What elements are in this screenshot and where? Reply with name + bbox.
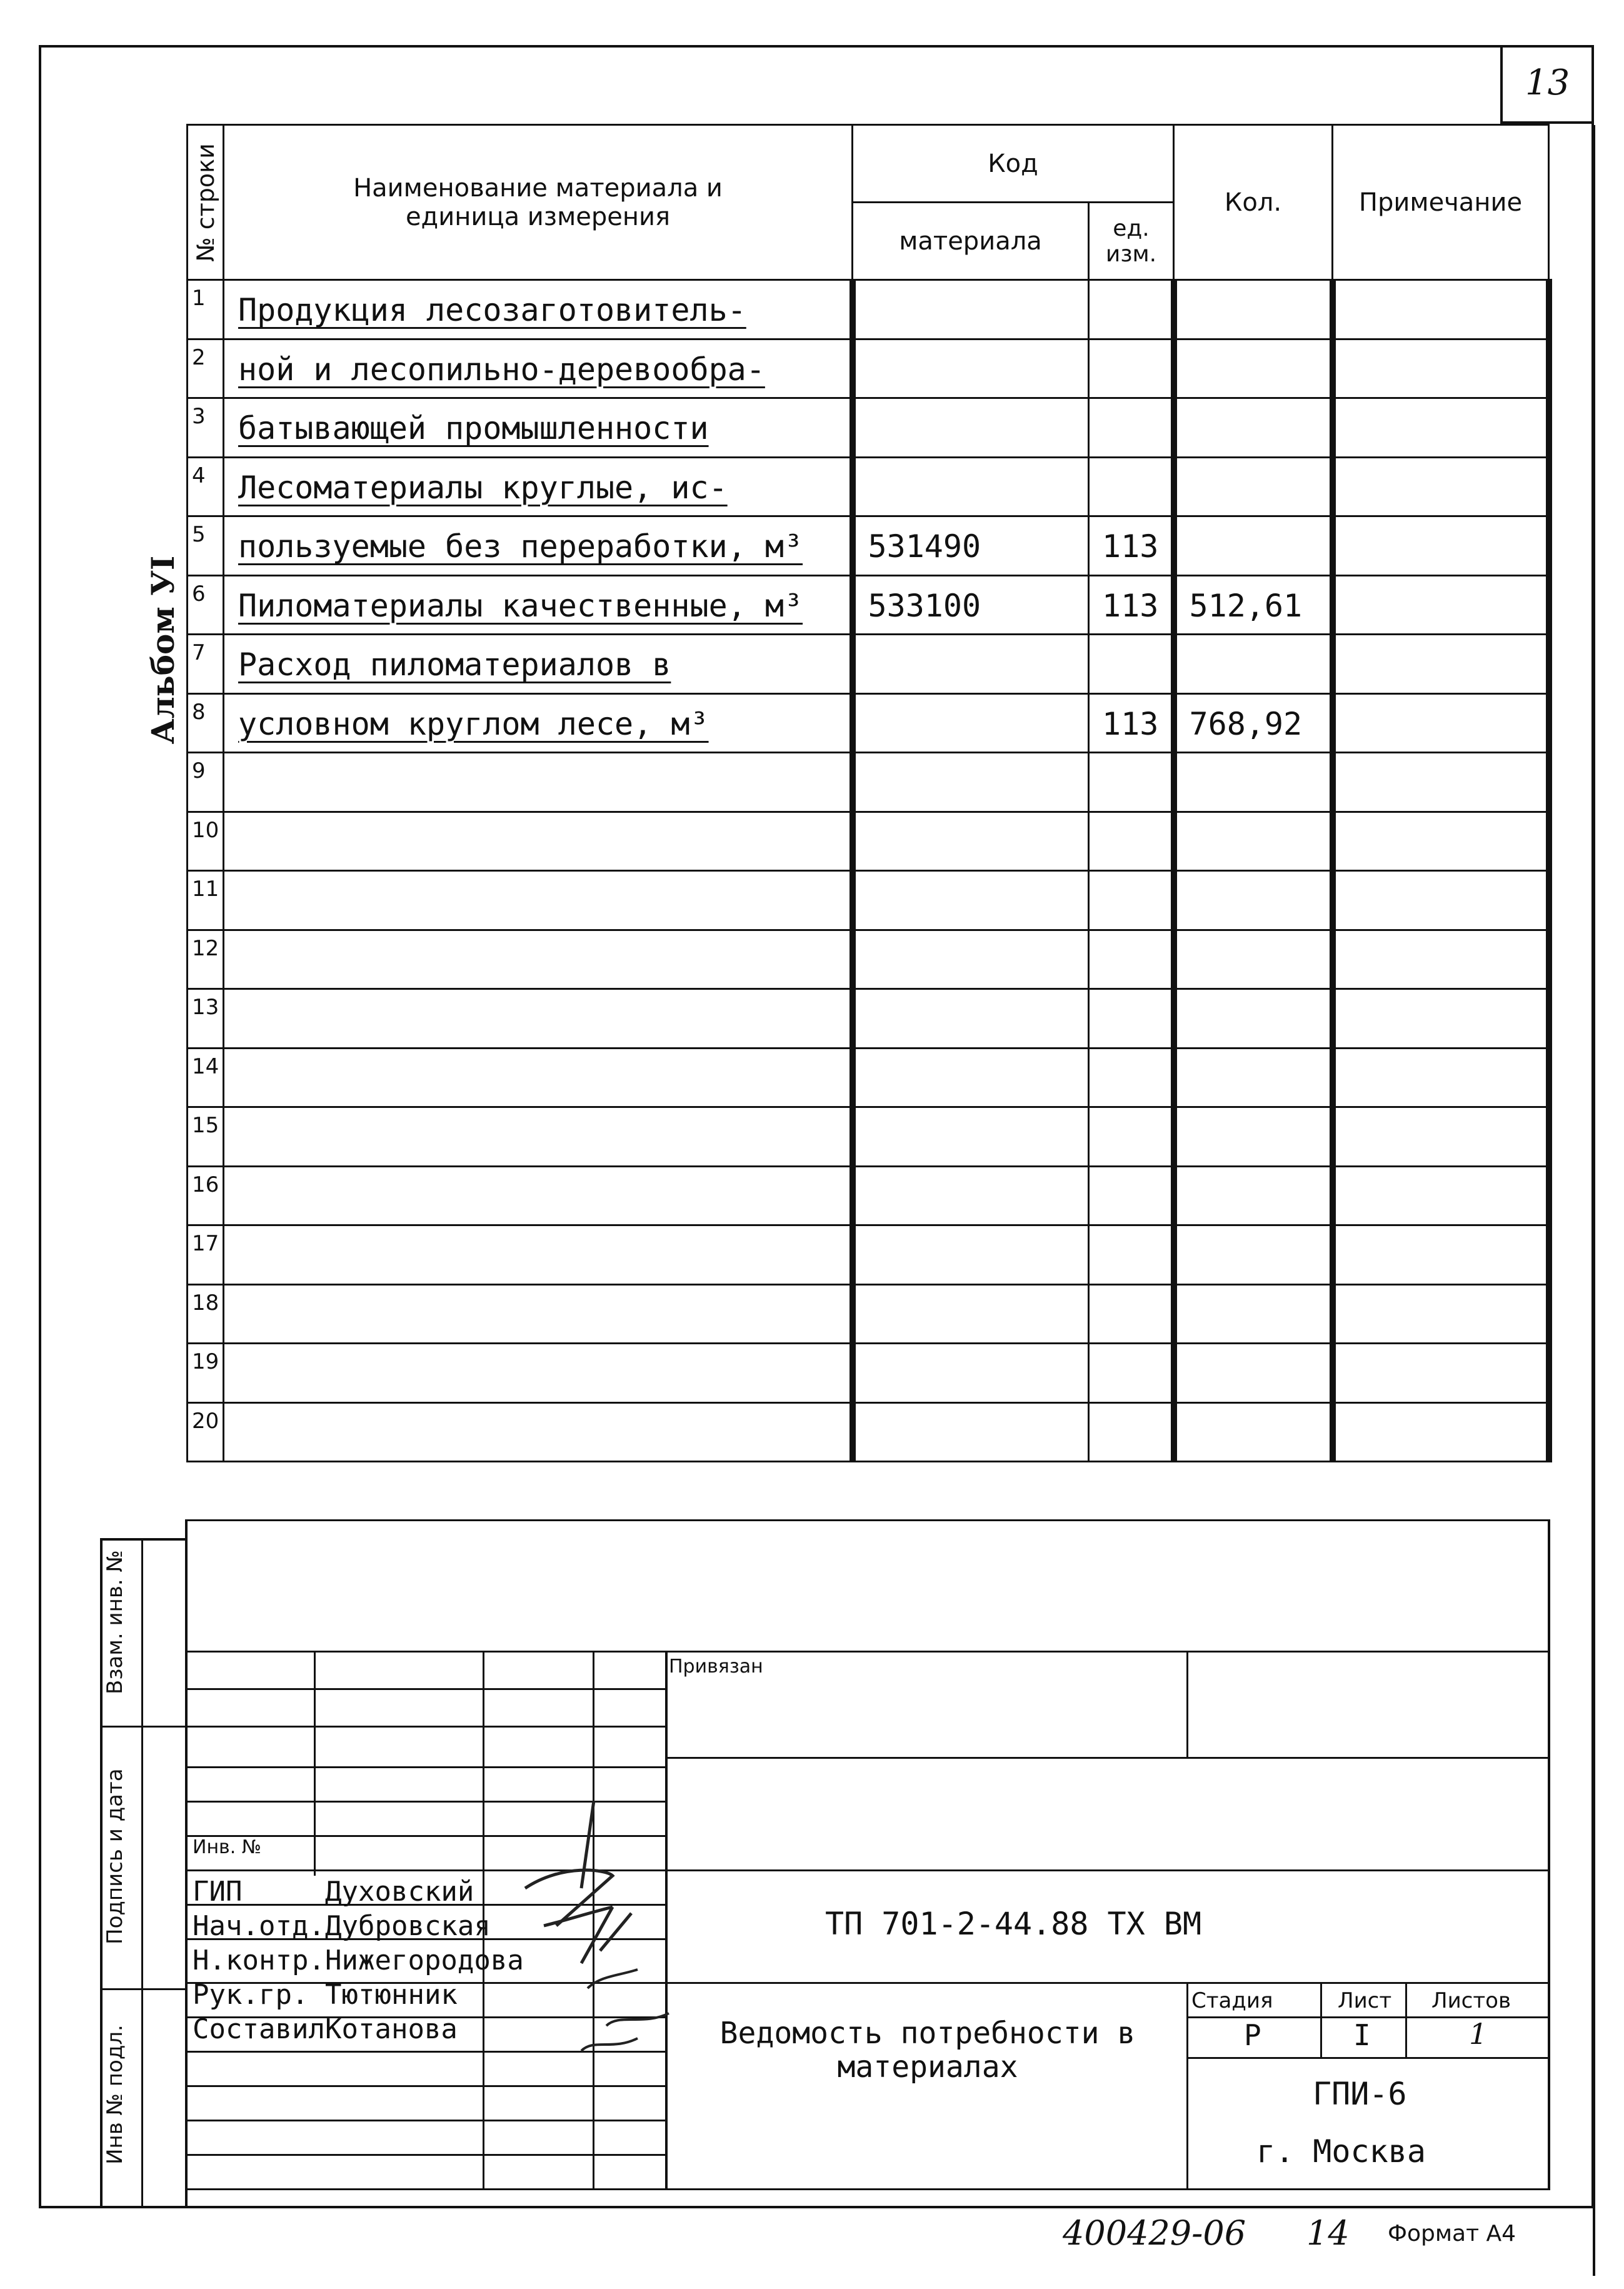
material-code <box>853 398 1089 458</box>
signatory-role: Составил <box>193 2013 325 2045</box>
material-code <box>853 1402 1089 1462</box>
row-number: 20 <box>188 1402 224 1462</box>
header-note: Примечание <box>1333 125 1549 280</box>
note <box>1333 280 1549 340</box>
unit-code <box>1089 1284 1174 1344</box>
header-qty: Кол. <box>1174 125 1333 280</box>
unit-code: 113 <box>1089 693 1174 753</box>
signatory-name: Нижегородова <box>325 1944 524 1976</box>
unit-code: 113 <box>1089 575 1174 635</box>
unit-code <box>1089 1402 1174 1462</box>
side-divider-2 <box>100 1988 188 1990</box>
material-code <box>853 989 1089 1049</box>
table-row <box>188 575 1549 635</box>
tb-top <box>186 1651 1550 1653</box>
signatory-name: Дубровская <box>325 1910 491 1942</box>
material-name: батывающей промышленности <box>224 398 853 458</box>
row-number: 13 <box>188 989 224 1049</box>
note <box>1333 693 1549 753</box>
sheets-label: Листов <box>1431 1988 1511 2013</box>
material-code <box>853 812 1089 871</box>
footer-stamp: 400429-06 <box>1063 2213 1246 2253</box>
inv-no-label: Инв. № <box>193 1836 262 1858</box>
materials-table <box>186 124 1552 1462</box>
material-code <box>853 1048 1089 1107</box>
quantity <box>1174 930 1333 989</box>
sheets-value: 1 <box>1469 2017 1488 2051</box>
signatory-name: Тютюнник <box>325 1979 458 2011</box>
album-label: Альбом УI <box>144 555 182 745</box>
material-code <box>853 339 1089 398</box>
tb-col-5 <box>1186 1651 1188 1757</box>
city: г. Москва <box>1256 2133 1426 2170</box>
quantity <box>1174 871 1333 930</box>
material-code <box>853 753 1089 812</box>
material-name <box>224 1344 853 1403</box>
quantity <box>1174 280 1333 340</box>
table-row <box>188 871 1549 930</box>
material-code <box>853 1166 1089 1225</box>
material-name: ной и лесопильно-деревообра- <box>224 339 853 398</box>
footer-copy-no: 14 <box>1306 2213 1350 2253</box>
note <box>1333 871 1549 930</box>
quantity <box>1174 1284 1333 1344</box>
row-number: 2 <box>188 339 224 398</box>
table-row <box>188 1048 1549 1107</box>
quantity <box>1174 1048 1333 1107</box>
row-number: 3 <box>188 398 224 458</box>
header-code-material: материала <box>853 203 1089 280</box>
material-code: 531490 <box>853 516 1089 576</box>
table-row <box>188 1344 1549 1403</box>
row-number: 17 <box>188 1225 224 1285</box>
footer-format: Формат А4 <box>1388 2221 1516 2246</box>
material-name <box>224 812 853 871</box>
signatory-role: Рук.гр. <box>193 1979 309 2011</box>
tb-col-6 <box>1186 1982 1188 2188</box>
material-name: Пиломатериалы качественные, м³ <box>224 575 853 635</box>
table-row <box>188 812 1549 871</box>
material-name <box>224 1225 853 1285</box>
material-name <box>224 1284 853 1344</box>
row-number: 10 <box>188 812 224 871</box>
row-number: 15 <box>188 1107 224 1167</box>
note <box>1333 1048 1549 1107</box>
row-number: 9 <box>188 753 224 812</box>
unit-code <box>1089 1344 1174 1403</box>
quantity: 768,92 <box>1174 693 1333 753</box>
right-edge-line <box>1593 125 1595 2276</box>
material-name <box>224 989 853 1049</box>
material-name <box>224 871 853 930</box>
quantity <box>1174 635 1333 694</box>
unit-code <box>1089 398 1174 458</box>
quantity <box>1174 1225 1333 1285</box>
quantity <box>1174 989 1333 1049</box>
sheet-label: Лист <box>1338 1988 1392 2013</box>
note <box>1333 398 1549 458</box>
material-code <box>853 1344 1089 1403</box>
tb-row-8 <box>186 1869 1550 1871</box>
quantity <box>1174 516 1333 576</box>
side-inner-line <box>141 1538 143 2208</box>
quantity <box>1174 339 1333 398</box>
header-name: Наименование материала и единица измерения <box>224 125 853 280</box>
note <box>1333 930 1549 989</box>
note <box>1333 635 1549 694</box>
unit-code <box>1089 930 1174 989</box>
material-code <box>853 1284 1089 1344</box>
material-name: Продукция лесозаготовитель- <box>224 280 853 340</box>
document-code: ТП 701-2-44.88 ТХ ВМ <box>825 1906 1202 1942</box>
table-row <box>188 989 1549 1049</box>
row-number: 14 <box>188 1048 224 1107</box>
material-name: пользуемые без переработки, м³ <box>224 516 853 576</box>
table-row <box>188 1107 1549 1167</box>
note <box>1333 812 1549 871</box>
unit-code <box>1089 1107 1174 1167</box>
quantity <box>1174 1166 1333 1225</box>
table-row <box>188 930 1549 989</box>
quantity: 512,61 <box>1174 575 1333 635</box>
table-row <box>188 1402 1549 1462</box>
note <box>1333 1284 1549 1344</box>
organization: ГПИ-6 <box>1313 2076 1407 2112</box>
quantity <box>1174 753 1333 812</box>
row-number: 11 <box>188 871 224 930</box>
row-number: 18 <box>188 1284 224 1344</box>
header-row-number: № строки <box>188 125 224 280</box>
row-number: 4 <box>188 457 224 516</box>
material-code <box>853 1107 1089 1167</box>
quantity <box>1174 457 1333 516</box>
page-number: 13 <box>1525 63 1570 103</box>
material-name <box>224 1166 853 1225</box>
header-code: Код <box>853 125 1174 203</box>
material-name: Расход пиломатериалов в <box>224 635 853 694</box>
unit-code: 113 <box>1089 516 1174 576</box>
stage-value: Р <box>1244 2018 1261 2052</box>
unit-code <box>1089 871 1174 930</box>
material-code <box>853 693 1089 753</box>
sheet-value: I <box>1353 2018 1371 2052</box>
material-code <box>853 1225 1089 1285</box>
row-number: 19 <box>188 1344 224 1403</box>
side-label-podpis: Подпись и дата <box>103 1768 128 1944</box>
material-name <box>224 930 853 989</box>
material-code <box>853 457 1089 516</box>
tb-col-7 <box>1320 1982 1322 2057</box>
row-number: 8 <box>188 693 224 753</box>
note <box>1333 339 1549 398</box>
table-row <box>188 635 1549 694</box>
quantity <box>1174 1344 1333 1403</box>
unit-code <box>1089 989 1174 1049</box>
table-row <box>188 280 1549 340</box>
material-code <box>853 635 1089 694</box>
tb-col-8 <box>1405 1982 1407 2057</box>
table-row <box>188 457 1549 516</box>
note <box>1333 1225 1549 1285</box>
row-number: 6 <box>188 575 224 635</box>
row-number: 16 <box>188 1166 224 1225</box>
unit-code <box>1089 339 1174 398</box>
unit-code <box>1089 753 1174 812</box>
unit-code <box>1089 457 1174 516</box>
signatory-name: Котанова <box>325 2013 458 2045</box>
table-row <box>188 753 1549 812</box>
table-row <box>188 1166 1549 1225</box>
row-number: 7 <box>188 635 224 694</box>
table-row <box>188 339 1549 398</box>
material-name: условном круглом лесе, м³ <box>224 693 853 753</box>
signatory-role: Н.контр. <box>193 1944 325 1976</box>
tb-stage-bottom <box>1186 2057 1550 2059</box>
material-code <box>853 280 1089 340</box>
side-label-inv-podl: Инв № подл. <box>103 2025 128 2165</box>
note <box>1333 753 1549 812</box>
tb-right <box>1548 1519 1550 2188</box>
material-name <box>224 1402 853 1462</box>
table-row <box>188 1284 1549 1344</box>
table-row <box>188 516 1549 576</box>
table-bottom-ext <box>186 1519 1550 1521</box>
material-name <box>224 1048 853 1107</box>
note <box>1333 575 1549 635</box>
signatory-role: ГИП <box>193 1876 243 1908</box>
note <box>1333 1107 1549 1167</box>
material-name <box>224 753 853 812</box>
unit-code <box>1089 280 1174 340</box>
side-label-vzam: Взам. инв. № <box>103 1550 128 1694</box>
quantity <box>1174 398 1333 458</box>
unit-code <box>1089 1166 1174 1225</box>
quantity <box>1174 812 1333 871</box>
unit-code <box>1089 1225 1174 1285</box>
material-code <box>853 871 1089 930</box>
tb-bottom <box>186 2188 1550 2190</box>
note <box>1333 989 1549 1049</box>
unit-code <box>1089 812 1174 871</box>
table-row <box>188 693 1549 753</box>
note <box>1333 1166 1549 1225</box>
row-number: 1 <box>188 280 224 340</box>
material-name: Лесоматериалы круглые, ис- <box>224 457 853 516</box>
table-row <box>188 398 1549 458</box>
material-name <box>224 1107 853 1167</box>
material-code: 533100 <box>853 575 1089 635</box>
note <box>1333 1344 1549 1403</box>
note <box>1333 1402 1549 1462</box>
quantity <box>1174 1107 1333 1167</box>
tb-row-4 <box>666 1757 1550 1759</box>
note <box>1333 516 1549 576</box>
header-code-unit: ед. изм. <box>1089 203 1174 280</box>
row-number: 5 <box>188 516 224 576</box>
material-code <box>853 930 1089 989</box>
unit-code <box>1089 635 1174 694</box>
tb-col-1 <box>314 1651 316 1876</box>
privyazan-label: Привязан <box>669 1656 763 1678</box>
signature-scribbles <box>488 1801 675 2095</box>
quantity <box>1174 1402 1333 1462</box>
side-divider-1 <box>100 1726 188 1728</box>
row-number: 12 <box>188 930 224 989</box>
note <box>1333 457 1549 516</box>
table-row <box>188 1225 1549 1285</box>
stage-label: Стадия <box>1191 1988 1273 2013</box>
document-title: Ведомость потребности в материалах <box>719 2016 1136 2085</box>
unit-code <box>1089 1048 1174 1107</box>
signatory-role: Нач.отд. <box>193 1910 325 1942</box>
signatory-name: Духовский <box>325 1876 474 1908</box>
